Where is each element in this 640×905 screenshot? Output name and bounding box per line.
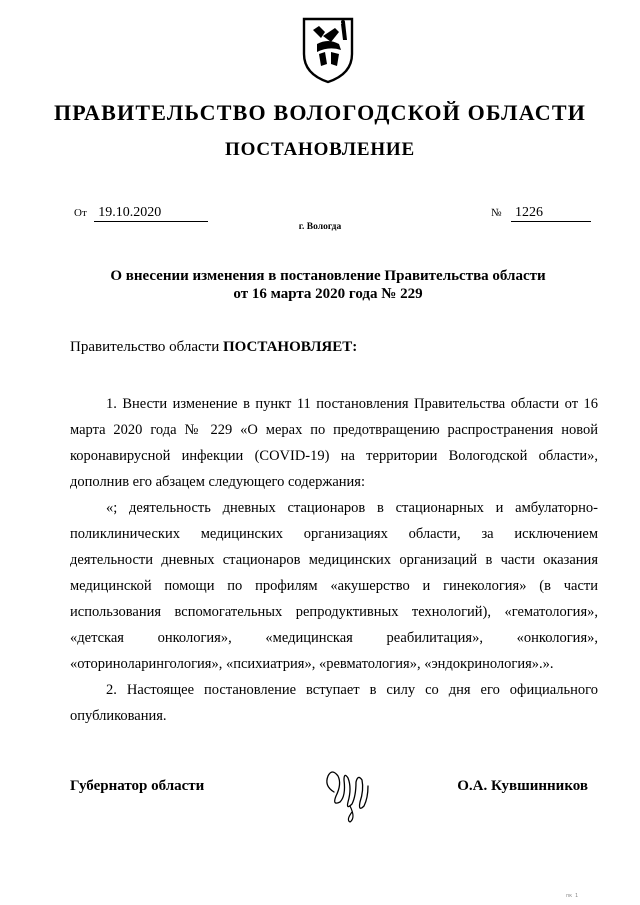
date-row [74,205,208,222]
signatory-title: Губернатор области [70,778,205,794]
document-type: ПОСТАНОВЛЕНИЕ [225,139,415,160]
document-body [70,391,598,729]
number-prefix: № [491,207,502,219]
signatory-name: О.А. Кувшинников [457,778,588,794]
number-row [491,205,591,222]
government-title: ПРАВИТЕЛЬСТВО ВОЛОГОДСКОЙ ОБЛАСТИ [53,100,587,125]
city-label: г. Вологда [298,222,342,232]
preamble [70,339,357,356]
vologda-coat-of-arms-icon [301,16,355,84]
date-prefix: От [74,207,87,219]
paragraph-2: 2. Настоящее постановление вступает в силу со дня его официального опубликования. [70,682,598,724]
paragraph-1: 1. Внести изменение в пункт 11 постановления Правительства области от 16 марта 2020 года № 229 «О мерах по предотвращению распространения новой коронавирусной инфекции (COVID-19) на территории Вологодской области», дополнив его абзацем следующего содержания: [70,396,598,490]
footer-mark: пк 1 [566,893,579,899]
preamble-verb: ПОСТАНОВЛЯЕТ: [222,339,358,355]
document-subject [70,267,586,303]
subject-line-1: О внесении изменения в постановление Правительства области [110,268,546,284]
subject-line-2: от 16 марта 2020 года № 229 [233,286,423,302]
preamble-lead: Правительство области [70,339,220,355]
handwritten-signature [320,762,382,824]
document-number: 1226 [511,205,591,222]
document-date: 19.10.2020 [94,205,208,222]
paragraph-quote: «; деятельность дневных стационаров в стационарных и амбулаторно-поликлинических медицинских организациях области, за исключением деятельности дневных стационаров медицинских организаций в части оказания медицинской помощи по профилям «акушерство и гинекология» (в части использования вспомогательных репродуктивных технологий), «гематология», «детская онкология», «медицинская реабилитация», «онкология», «оториноларингология», «психиатрия», «ревматология», «эндокринология».». [70,500,598,672]
